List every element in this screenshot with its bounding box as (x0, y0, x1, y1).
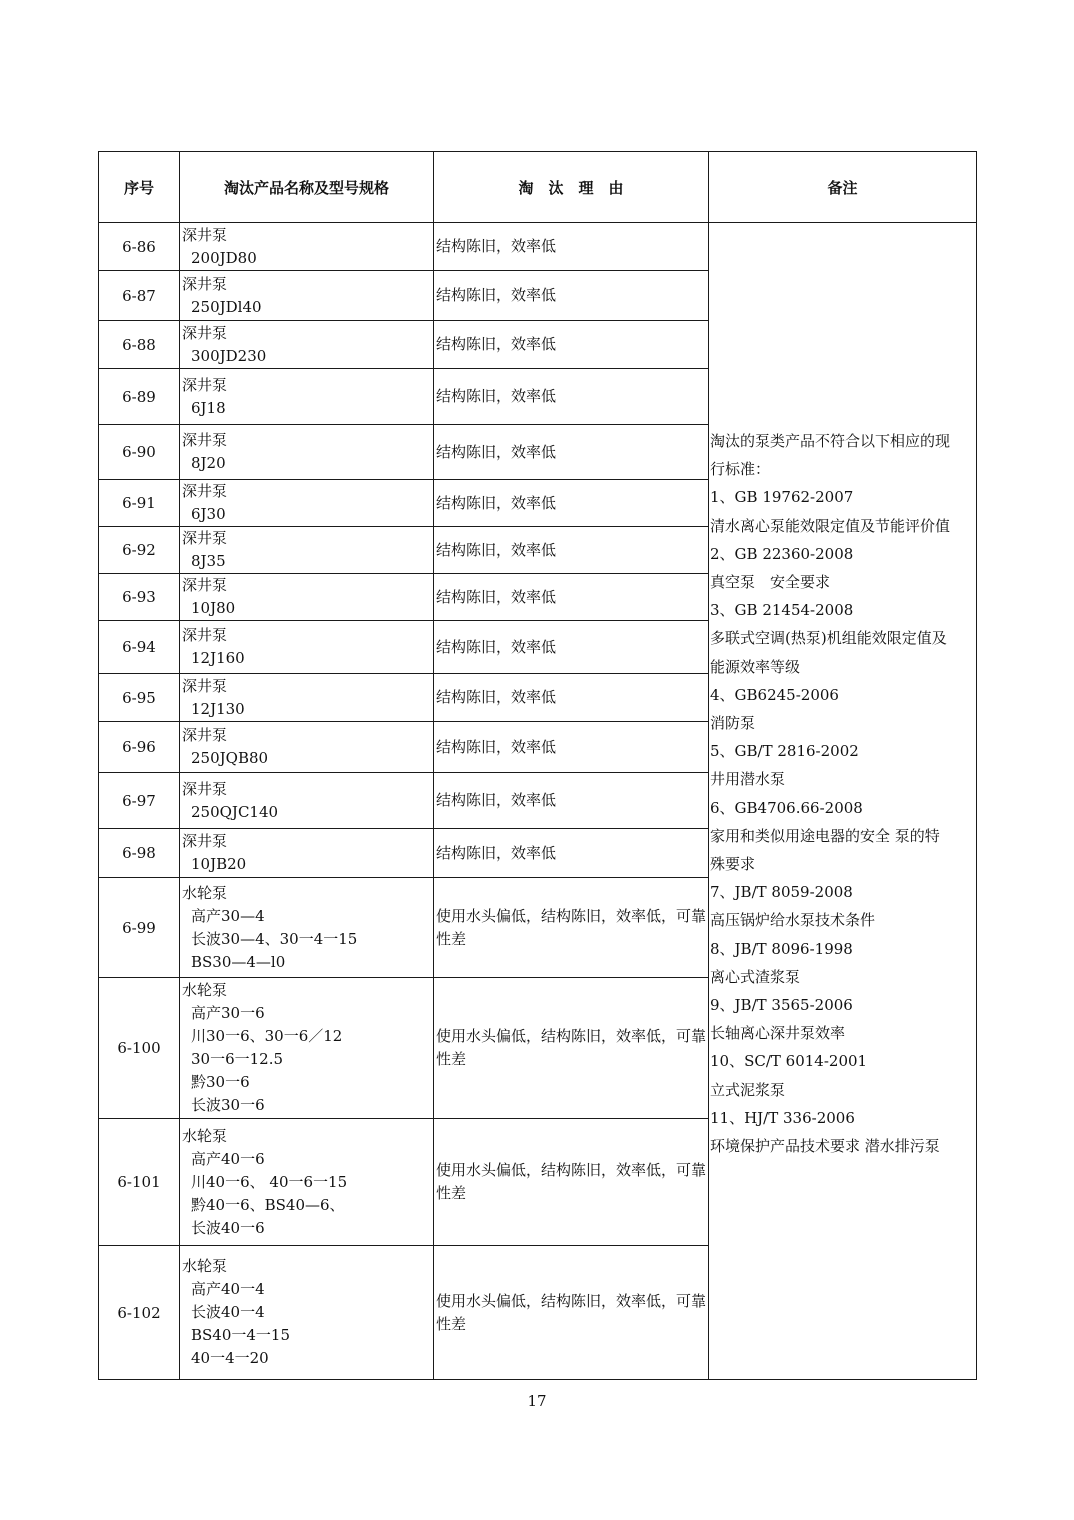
product-model: 6J30 (191, 505, 226, 523)
product-model: 黔40一6、BS40—6、 (191, 1195, 345, 1214)
product-type: 深井泵 (182, 529, 228, 547)
row-elimination-reason: 使用水头偏低，结构陈旧，效率低，可靠性差 (434, 978, 709, 1119)
product-type: 深井泵 (182, 626, 228, 644)
product-model: 川30一6、30一6／12 (191, 1027, 343, 1045)
product-type: 深井泵 (182, 832, 228, 850)
row-product-name (180, 773, 434, 829)
product-model: 高产40一6 (191, 1149, 265, 1168)
remark-line: 6、GB4706.66-2008 (710, 798, 863, 817)
product-model: 6J18 (191, 398, 226, 417)
row-product-name (180, 425, 434, 480)
row-serial-number: 6-102 (99, 1246, 180, 1380)
product-model: 12J160 (191, 649, 245, 667)
remark-line: 4、GB6245-2006 (710, 685, 839, 704)
product-type: 深井泵 (182, 375, 228, 394)
header-remark: 备注 (709, 152, 977, 223)
product-model: BS40一4一15 (191, 1326, 291, 1344)
product-model: 300JD230 (191, 346, 267, 365)
remark-line: 消防泵 (710, 714, 756, 733)
row-elimination-reason: 结构陈旧，效率低 (434, 674, 709, 722)
row-elimination-reason: 结构陈旧，效率低 (434, 829, 709, 878)
row-product-name (180, 271, 434, 321)
row-serial-number: 6-100 (99, 978, 180, 1119)
remark-line: 3、GB 21454-2008 (710, 601, 854, 620)
remark-line: 2、GB 22360-2008 (710, 544, 854, 563)
row-product-name (180, 1246, 434, 1380)
header-product-name: 淘汰产品名称及型号规格 (180, 152, 434, 223)
row-elimination-reason: 结构陈旧，效率低 (434, 722, 709, 773)
row-serial-number: 6-92 (99, 527, 180, 574)
row-product-name (180, 1119, 434, 1246)
product-type: 深井泵 (182, 779, 228, 798)
row-serial-number: 6-94 (99, 621, 180, 674)
row-product-name (180, 978, 434, 1119)
table-row (99, 223, 977, 271)
product-model: 200JD80 (191, 248, 257, 267)
product-model: 8J20 (191, 454, 226, 472)
row-elimination-reason: 使用水头偏低，结构陈旧，效率低，可靠性差 (434, 878, 709, 978)
product-type: 深井泵 (182, 726, 228, 744)
product-model: 40一4一20 (191, 1349, 269, 1367)
row-serial-number: 6-93 (99, 574, 180, 621)
row-product-name (180, 621, 434, 674)
remark-line: 1、GB 19762-2007 (710, 488, 854, 507)
row-elimination-reason: 使用水头偏低，结构陈旧，效率低，可靠性差 (434, 1246, 709, 1380)
product-model: 长波30一6 (191, 1096, 265, 1114)
row-serial-number: 6-96 (99, 722, 180, 773)
table-body (99, 223, 977, 1380)
remark-line: 高压锅炉给水泵技术条件 (710, 911, 876, 930)
product-model: 10J80 (191, 599, 236, 617)
remark-line: 殊要求 (710, 855, 756, 874)
product-type: 水轮泵 (182, 981, 228, 999)
page-number: 17 (527, 1392, 547, 1410)
row-elimination-reason: 结构陈旧，效率低 (434, 369, 709, 425)
table-header-row (99, 152, 977, 223)
product-type: 水轮泵 (182, 1257, 228, 1275)
product-model: 30一6一12.5 (191, 1050, 284, 1068)
product-model: 高产40一4 (191, 1280, 265, 1298)
row-product-name (180, 369, 434, 425)
product-model: 川40一6、 40一6一15 (191, 1172, 348, 1191)
remark-line: 9、JB/T 3565-2006 (710, 996, 853, 1015)
header-elimination-reason: 淘 汰 理 由 (434, 152, 709, 223)
row-serial-number: 6-89 (99, 369, 180, 425)
remark-line: 清水离心泵能效限定值及节能评价值 (710, 516, 951, 535)
remark-line: 10、SC/T 6014-2001 (710, 1052, 868, 1071)
row-serial-number: 6-86 (99, 223, 180, 271)
row-product-name (180, 878, 434, 978)
product-model: 高产30—4 (191, 906, 265, 925)
header-serial-number: 序号 (99, 152, 180, 223)
pump-elimination-table (98, 151, 977, 1380)
row-elimination-reason: 结构陈旧，效率低 (434, 321, 709, 369)
product-model: 12J130 (191, 699, 245, 718)
remark-line: 长轴离心深井泵效率 (710, 1024, 846, 1043)
remark-line: 8、JB/T 8096-1998 (710, 939, 853, 958)
product-model: 长波40一6 (191, 1218, 265, 1237)
row-serial-number: 6-97 (99, 773, 180, 829)
remark-line: 7、JB/T 8059-2008 (710, 883, 853, 902)
remark-line: 离心式渣浆泵 (710, 967, 801, 986)
product-type: 深井泵 (182, 323, 228, 342)
product-model: 250JDl40 (191, 297, 262, 316)
product-model: 250JQB80 (191, 749, 269, 767)
product-model: 250QJC140 (191, 802, 279, 821)
remark-cell (709, 223, 977, 1380)
row-serial-number: 6-95 (99, 674, 180, 722)
remark-line: 淘汰的泵类产品不符合以下相应的现 (710, 432, 951, 450)
row-product-name (180, 674, 434, 722)
row-product-name (180, 574, 434, 621)
product-model: 10JB20 (191, 855, 247, 873)
row-product-name (180, 722, 434, 773)
remark-line: 井用潜水泵 (710, 770, 786, 789)
row-product-name (180, 223, 434, 271)
remark-line: 能源效率等级 (710, 657, 801, 676)
product-type: 深井泵 (182, 274, 228, 293)
product-type: 水轮泵 (182, 1126, 228, 1145)
row-elimination-reason: 结构陈旧，效率低 (434, 271, 709, 321)
product-model: 长波40一4 (191, 1303, 265, 1321)
row-serial-number: 6-87 (99, 271, 180, 321)
remark-line: 11、HJ/T 336-2006 (710, 1108, 855, 1127)
product-type: 深井泵 (182, 576, 228, 594)
remark-line: 5、GB/T 2816-2002 (710, 742, 859, 761)
row-elimination-reason: 结构陈旧，效率低 (434, 480, 709, 527)
row-serial-number: 6-90 (99, 425, 180, 480)
row-serial-number: 6-101 (99, 1119, 180, 1246)
row-serial-number: 6-98 (99, 829, 180, 878)
remark-line: 立式泥浆泵 (710, 1080, 786, 1099)
product-model: 长波30—4、30一4一15 (191, 929, 358, 948)
row-elimination-reason: 结构陈旧，效率低 (434, 773, 709, 829)
product-type: 深井泵 (182, 676, 228, 695)
row-product-name (180, 480, 434, 527)
remark-line: 行标准： (710, 460, 771, 479)
row-elimination-reason: 结构陈旧，效率低 (434, 574, 709, 621)
row-serial-number: 6-91 (99, 480, 180, 527)
remark-line: 真空泵 安全要求 (710, 573, 831, 592)
product-type: 深井泵 (182, 482, 228, 500)
remark-line: 环境保护产品技术要求 潜水排污泵 (710, 1137, 940, 1156)
row-product-name (180, 527, 434, 574)
row-elimination-reason: 结构陈旧，效率低 (434, 527, 709, 574)
product-model: 8J35 (191, 552, 226, 570)
row-elimination-reason: 使用水头偏低，结构陈旧，效率低，可靠性差 (434, 1119, 709, 1246)
row-product-name (180, 321, 434, 369)
product-model: BS30—4—l0 (191, 952, 286, 971)
row-product-name (180, 829, 434, 878)
remark-line: 家用和类似用途电器的安全 泵的特 (710, 826, 940, 845)
row-elimination-reason: 结构陈旧，效率低 (434, 621, 709, 674)
product-model: 高产30一6 (191, 1004, 265, 1022)
row-serial-number: 6-99 (99, 878, 180, 978)
remark-line: 多联式空调(热泵)机组能效限定值及 (710, 629, 947, 648)
row-elimination-reason: 结构陈旧，效率低 (434, 223, 709, 271)
product-type: 深井泵 (182, 225, 228, 244)
row-serial-number: 6-88 (99, 321, 180, 369)
product-type: 深井泵 (182, 431, 228, 449)
product-type: 水轮泵 (182, 883, 228, 902)
product-model: 黔30一6 (191, 1073, 250, 1091)
row-elimination-reason: 结构陈旧，效率低 (434, 425, 709, 480)
